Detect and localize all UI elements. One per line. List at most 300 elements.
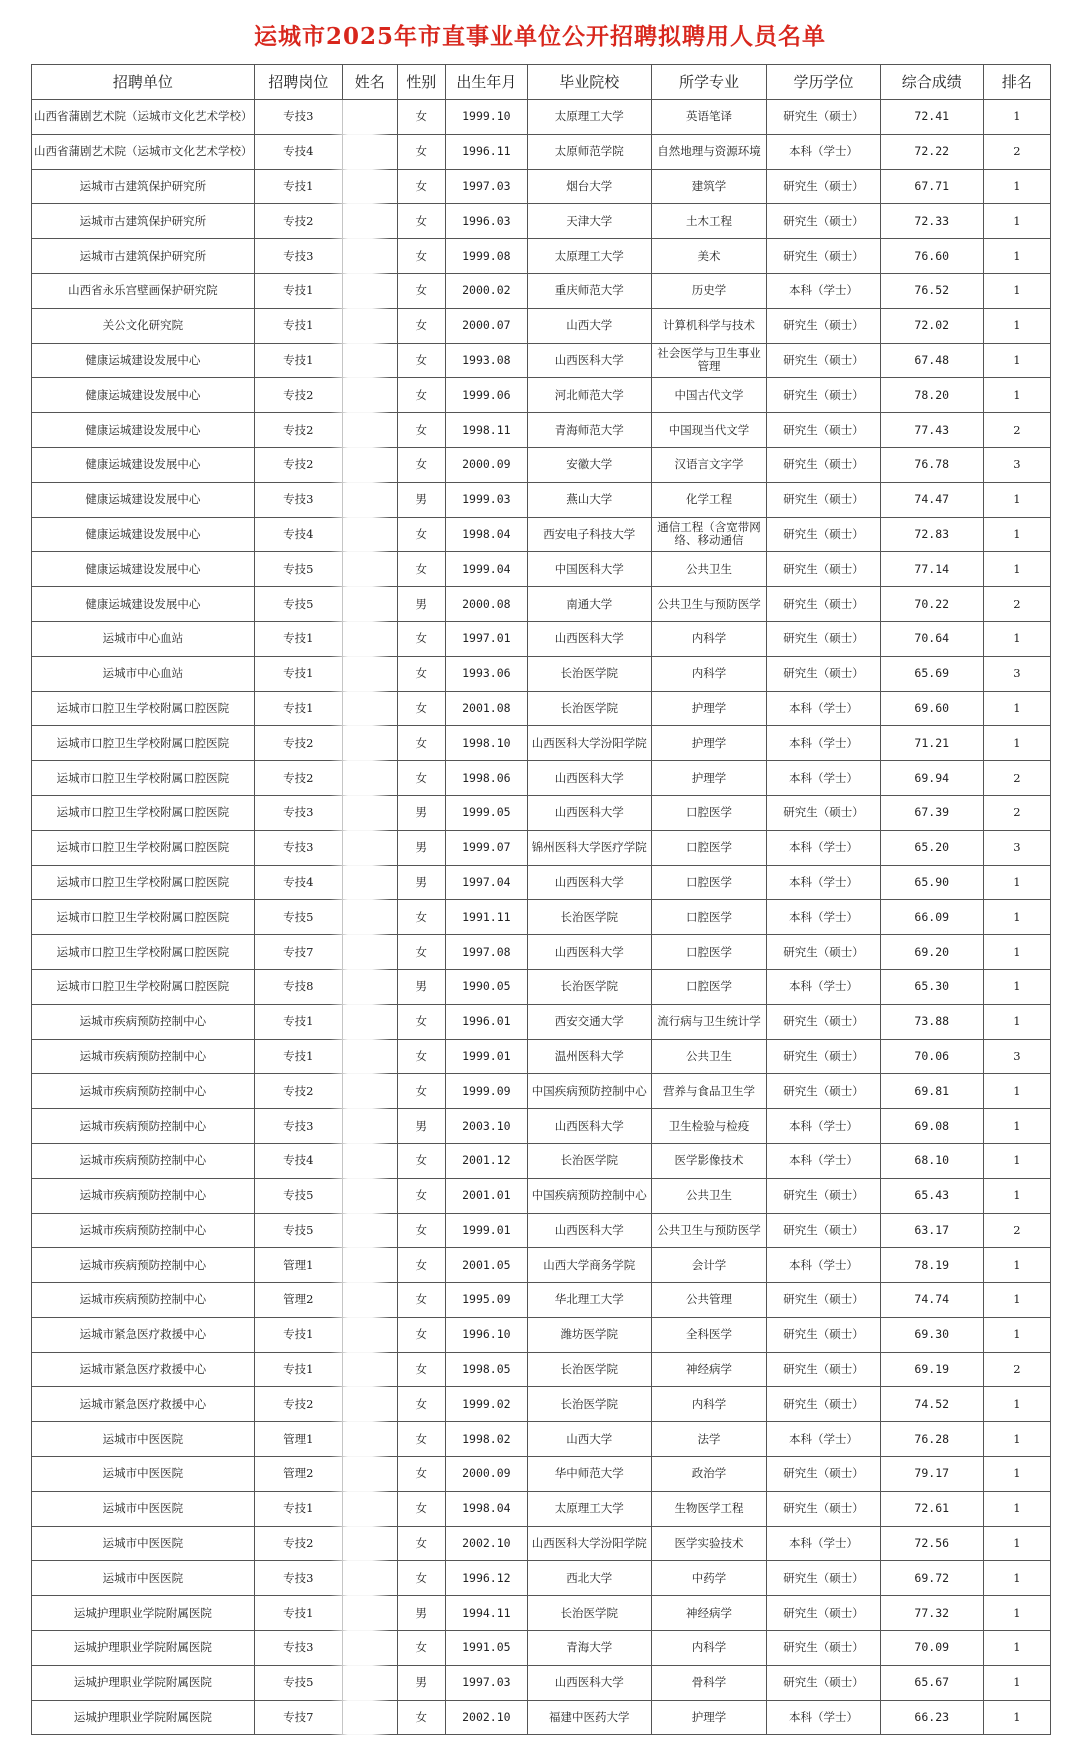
birth-cell: 1998.04	[445, 1491, 527, 1526]
school-cell: 西安电子科技大学	[527, 517, 651, 552]
rank-cell: 1	[983, 1178, 1050, 1213]
position-cell: 专技1	[254, 1491, 342, 1526]
birth-cell: 1996.11	[445, 134, 527, 169]
position-cell: 专技5	[254, 1178, 342, 1213]
gender-cell: 男	[397, 482, 445, 517]
unit-cell: 运城市口腔卫生学校附属口腔医院	[32, 900, 255, 935]
gender-cell: 男	[397, 1109, 445, 1144]
major-cell: 口腔医学	[651, 865, 767, 900]
unit-cell: 运城市古建筑保护研究所	[32, 204, 255, 239]
major-cell: 护理学	[651, 761, 767, 796]
gender-cell: 女	[397, 1039, 445, 1074]
degree-cell: 本科（学士）	[767, 273, 880, 308]
school-cell: 太原理工大学	[527, 1491, 651, 1526]
rank-cell: 2	[983, 587, 1050, 622]
gender-cell: 女	[397, 169, 445, 204]
major-cell: 神经病学	[651, 1596, 767, 1631]
gender-cell: 女	[397, 378, 445, 413]
header-position: 招聘岗位	[254, 65, 342, 100]
gender-cell: 女	[397, 1422, 445, 1457]
degree-cell: 本科（学士）	[767, 1109, 880, 1144]
degree-cell: 本科（学士）	[767, 134, 880, 169]
table-row	[32, 1665, 1051, 1700]
score-cell: 66.09	[880, 900, 983, 935]
rank-cell: 1	[983, 935, 1050, 970]
unit-cell: 山西省永乐宫壁画保护研究院	[32, 273, 255, 308]
unit-cell: 运城市中心血站	[32, 656, 255, 691]
major-cell: 口腔医学	[651, 830, 767, 865]
unit-cell: 运城市疾病预防控制中心	[32, 1109, 255, 1144]
position-cell: 专技1	[254, 308, 342, 343]
major-cell: 护理学	[651, 726, 767, 761]
table-row	[32, 100, 1051, 135]
school-cell: 山西医科大学	[527, 865, 651, 900]
header-major: 所学专业	[651, 65, 767, 100]
gender-cell: 女	[397, 1213, 445, 1248]
birth-cell: 2000.08	[445, 587, 527, 622]
position-cell: 管理1	[254, 1248, 342, 1283]
score-cell: 65.69	[880, 656, 983, 691]
rank-cell: 2	[983, 134, 1050, 169]
school-cell: 山西大学	[527, 1422, 651, 1457]
gender-cell: 女	[397, 308, 445, 343]
position-cell: 专技3	[254, 482, 342, 517]
position-cell: 专技2	[254, 413, 342, 448]
birth-cell: 1997.04	[445, 865, 527, 900]
position-cell: 专技4	[254, 517, 342, 552]
degree-cell: 研究生（硕士）	[767, 795, 880, 830]
major-cell: 医学影像技术	[651, 1143, 767, 1178]
score-cell: 69.60	[880, 691, 983, 726]
birth-cell: 1995.09	[445, 1283, 527, 1318]
rank-cell: 2	[983, 761, 1050, 796]
gender-cell: 女	[397, 1143, 445, 1178]
score-cell: 78.20	[880, 378, 983, 413]
major-cell: 社会医学与卫生事业管理	[651, 343, 767, 378]
degree-cell: 研究生（硕士）	[767, 413, 880, 448]
birth-cell: 2001.12	[445, 1143, 527, 1178]
table-row	[32, 1109, 1051, 1144]
birth-cell: 1993.08	[445, 343, 527, 378]
major-cell: 医学实验技术	[651, 1526, 767, 1561]
school-cell: 燕山大学	[527, 482, 651, 517]
major-cell: 会计学	[651, 1248, 767, 1283]
major-cell: 公共卫生与预防医学	[651, 1213, 767, 1248]
table-row	[32, 552, 1051, 587]
school-cell: 温州医科大学	[527, 1039, 651, 1074]
rank-cell: 1	[983, 1074, 1050, 1109]
birth-cell: 2001.05	[445, 1248, 527, 1283]
rank-cell: 1	[983, 1457, 1050, 1492]
score-cell: 70.22	[880, 587, 983, 622]
school-cell: 福建中医药大学	[527, 1700, 651, 1735]
unit-cell: 运城市疾病预防控制中心	[32, 1283, 255, 1318]
score-cell: 78.19	[880, 1248, 983, 1283]
school-cell: 青海大学	[527, 1631, 651, 1666]
position-cell: 专技4	[254, 1143, 342, 1178]
position-cell: 专技1	[254, 656, 342, 691]
position-cell: 专技1	[254, 1352, 342, 1387]
major-cell: 政治学	[651, 1457, 767, 1492]
major-cell: 通信工程（含宽带网络、移动通信	[651, 517, 767, 552]
birth-cell: 1999.10	[445, 100, 527, 135]
major-cell: 公共卫生	[651, 1178, 767, 1213]
school-cell: 太原师范学院	[527, 134, 651, 169]
school-cell: 华北理工大学	[527, 1283, 651, 1318]
degree-cell: 本科（学士）	[767, 691, 880, 726]
header-name: 姓名	[342, 65, 397, 100]
position-cell: 专技2	[254, 1526, 342, 1561]
score-cell: 77.14	[880, 552, 983, 587]
table-row	[32, 969, 1051, 1004]
major-cell: 公共卫生	[651, 1039, 767, 1074]
table-row	[32, 587, 1051, 622]
unit-cell: 运城市中医医院	[32, 1491, 255, 1526]
major-cell: 计算机科学与技术	[651, 308, 767, 343]
rank-cell: 1	[983, 552, 1050, 587]
school-cell: 山西医科大学	[527, 343, 651, 378]
degree-cell: 研究生（硕士）	[767, 587, 880, 622]
gender-cell: 女	[397, 900, 445, 935]
school-cell: 山西医科大学	[527, 795, 651, 830]
unit-cell: 运城市疾病预防控制中心	[32, 1178, 255, 1213]
score-cell: 74.52	[880, 1387, 983, 1422]
rank-cell: 1	[983, 1665, 1050, 1700]
unit-cell: 运城市口腔卫生学校附属口腔医院	[32, 865, 255, 900]
header-birth: 出生年月	[445, 65, 527, 100]
position-cell: 专技4	[254, 865, 342, 900]
table-row	[32, 134, 1051, 169]
school-cell: 中国疾病预防控制中心	[527, 1178, 651, 1213]
position-cell: 专技3	[254, 1561, 342, 1596]
major-cell: 口腔医学	[651, 900, 767, 935]
school-cell: 西安交通大学	[527, 1004, 651, 1039]
unit-cell: 运城市中医医院	[32, 1526, 255, 1561]
score-cell: 72.83	[880, 517, 983, 552]
degree-cell: 本科（学士）	[767, 1700, 880, 1735]
score-cell: 73.88	[880, 1004, 983, 1039]
score-cell: 77.43	[880, 413, 983, 448]
major-cell: 中国古代文学	[651, 378, 767, 413]
score-cell: 68.10	[880, 1143, 983, 1178]
gender-cell: 女	[397, 761, 445, 796]
table-row	[32, 726, 1051, 761]
score-cell: 69.81	[880, 1074, 983, 1109]
school-cell: 山西医科大学汾阳学院	[527, 1526, 651, 1561]
rank-cell: 1	[983, 691, 1050, 726]
major-cell: 建筑学	[651, 169, 767, 204]
birth-cell: 2000.09	[445, 1457, 527, 1492]
rank-cell: 1	[983, 204, 1050, 239]
unit-cell: 运城市疾病预防控制中心	[32, 1004, 255, 1039]
degree-cell: 研究生（硕士）	[767, 1074, 880, 1109]
header-school: 毕业院校	[527, 65, 651, 100]
rank-cell: 1	[983, 343, 1050, 378]
degree-cell: 研究生（硕士）	[767, 656, 880, 691]
gender-cell: 男	[397, 969, 445, 1004]
table-row	[32, 935, 1051, 970]
degree-cell: 研究生（硕士）	[767, 552, 880, 587]
unit-cell: 运城市中心血站	[32, 621, 255, 656]
gender-cell: 女	[397, 1631, 445, 1666]
school-cell: 长治医学院	[527, 656, 651, 691]
rank-cell: 1	[983, 1491, 1050, 1526]
rank-cell: 3	[983, 447, 1050, 482]
major-cell: 自然地理与资源环境	[651, 134, 767, 169]
birth-cell: 2000.09	[445, 447, 527, 482]
degree-cell: 研究生（硕士）	[767, 100, 880, 135]
rank-cell: 1	[983, 1561, 1050, 1596]
unit-cell: 运城护理职业学院附属医院	[32, 1665, 255, 1700]
score-cell: 63.17	[880, 1213, 983, 1248]
gender-cell: 女	[397, 1457, 445, 1492]
position-cell: 专技8	[254, 969, 342, 1004]
rank-cell: 1	[983, 1143, 1050, 1178]
birth-cell: 2002.10	[445, 1700, 527, 1735]
document-title: 运城市2025年市直事业单位公开招聘拟聘用人员名单	[253, 23, 826, 50]
rank-cell: 1	[983, 969, 1050, 1004]
degree-cell: 研究生（硕士）	[767, 1039, 880, 1074]
birth-cell: 1991.05	[445, 1631, 527, 1666]
table-row	[32, 1074, 1051, 1109]
table-row	[32, 656, 1051, 691]
degree-cell: 研究生（硕士）	[767, 1631, 880, 1666]
position-cell: 专技1	[254, 1004, 342, 1039]
unit-cell: 运城护理职业学院附属医院	[32, 1700, 255, 1735]
table-row	[32, 1457, 1051, 1492]
unit-cell: 健康运城建设发展中心	[32, 413, 255, 448]
birth-cell: 1997.01	[445, 621, 527, 656]
gender-cell: 女	[397, 343, 445, 378]
gender-cell: 女	[397, 1352, 445, 1387]
score-cell: 72.02	[880, 308, 983, 343]
gender-cell: 女	[397, 935, 445, 970]
school-cell: 山西医科大学汾阳学院	[527, 726, 651, 761]
birth-cell: 1999.06	[445, 378, 527, 413]
unit-cell: 运城市古建筑保护研究所	[32, 239, 255, 274]
school-cell: 南通大学	[527, 587, 651, 622]
table-row	[32, 378, 1051, 413]
gender-cell: 女	[397, 239, 445, 274]
birth-cell: 1999.01	[445, 1039, 527, 1074]
table-row	[32, 900, 1051, 935]
gender-cell: 女	[397, 204, 445, 239]
gender-cell: 男	[397, 795, 445, 830]
unit-cell: 关公文化研究院	[32, 308, 255, 343]
major-cell: 历史学	[651, 273, 767, 308]
degree-cell: 研究生（硕士）	[767, 1596, 880, 1631]
gender-cell: 男	[397, 1665, 445, 1700]
position-cell: 专技2	[254, 726, 342, 761]
table-row	[32, 1317, 1051, 1352]
rank-cell: 3	[983, 830, 1050, 865]
rank-cell: 1	[983, 273, 1050, 308]
position-cell: 专技2	[254, 761, 342, 796]
major-cell: 护理学	[651, 1700, 767, 1735]
gender-cell: 男	[397, 865, 445, 900]
degree-cell: 本科（学士）	[767, 1526, 880, 1561]
degree-cell: 研究生（硕士）	[767, 169, 880, 204]
score-cell: 69.72	[880, 1561, 983, 1596]
rank-cell: 1	[983, 865, 1050, 900]
position-cell: 管理2	[254, 1457, 342, 1492]
rank-cell: 2	[983, 795, 1050, 830]
unit-cell: 运城市口腔卫生学校附属口腔医院	[32, 761, 255, 796]
hiring-roster-table	[31, 64, 1051, 1735]
degree-cell: 本科（学士）	[767, 865, 880, 900]
rank-cell: 1	[983, 1317, 1050, 1352]
school-cell: 山西医科大学	[527, 761, 651, 796]
birth-cell: 2001.08	[445, 691, 527, 726]
school-cell: 太原理工大学	[527, 100, 651, 135]
unit-cell: 运城市口腔卫生学校附属口腔医院	[32, 691, 255, 726]
rank-cell: 1	[983, 378, 1050, 413]
gender-cell: 女	[397, 1491, 445, 1526]
position-cell: 专技5	[254, 587, 342, 622]
name-redaction-blur	[330, 100, 390, 1745]
birth-cell: 1997.03	[445, 169, 527, 204]
table-row	[32, 1004, 1051, 1039]
school-cell: 太原理工大学	[527, 239, 651, 274]
position-cell: 专技5	[254, 1213, 342, 1248]
table-row	[32, 1213, 1051, 1248]
table-row	[32, 1039, 1051, 1074]
degree-cell: 研究生（硕士）	[767, 1004, 880, 1039]
position-cell: 专技1	[254, 1317, 342, 1352]
position-cell: 专技2	[254, 1074, 342, 1109]
major-cell: 卫生检验与检疫	[651, 1109, 767, 1144]
unit-cell: 运城市疾病预防控制中心	[32, 1248, 255, 1283]
unit-cell: 健康运城建设发展中心	[32, 447, 255, 482]
position-cell: 专技3	[254, 830, 342, 865]
score-cell: 67.71	[880, 169, 983, 204]
degree-cell: 研究生（硕士）	[767, 1491, 880, 1526]
major-cell: 内科学	[651, 1631, 767, 1666]
gender-cell: 女	[397, 1074, 445, 1109]
birth-cell: 1999.01	[445, 1213, 527, 1248]
score-cell: 76.60	[880, 239, 983, 274]
score-cell: 65.20	[880, 830, 983, 865]
table-row	[32, 413, 1051, 448]
school-cell: 长治医学院	[527, 1596, 651, 1631]
table-row	[32, 482, 1051, 517]
table-row	[32, 1422, 1051, 1457]
position-cell: 专技5	[254, 1665, 342, 1700]
unit-cell: 山西省蒲剧艺术院（运城市文化艺术学校）	[32, 134, 255, 169]
score-cell: 72.41	[880, 100, 983, 135]
major-cell: 内科学	[651, 1387, 767, 1422]
unit-cell: 运城护理职业学院附属医院	[32, 1596, 255, 1631]
gender-cell: 女	[397, 447, 445, 482]
table-row	[32, 1700, 1051, 1735]
unit-cell: 运城市紧急医疗救援中心	[32, 1387, 255, 1422]
major-cell: 公共卫生与预防医学	[651, 587, 767, 622]
table-row	[32, 1631, 1051, 1666]
birth-cell: 1999.08	[445, 239, 527, 274]
school-cell: 中国医科大学	[527, 552, 651, 587]
gender-cell: 女	[397, 1561, 445, 1596]
school-cell: 长治医学院	[527, 691, 651, 726]
unit-cell: 健康运城建设发展中心	[32, 517, 255, 552]
degree-cell: 研究生（硕士）	[767, 1387, 880, 1422]
rank-cell: 1	[983, 1004, 1050, 1039]
degree-cell: 本科（学士）	[767, 1143, 880, 1178]
birth-cell: 2000.07	[445, 308, 527, 343]
unit-cell: 运城市疾病预防控制中心	[32, 1074, 255, 1109]
score-cell: 72.56	[880, 1526, 983, 1561]
unit-cell: 健康运城建设发展中心	[32, 482, 255, 517]
birth-cell: 1998.05	[445, 1352, 527, 1387]
unit-cell: 运城市疾病预防控制中心	[32, 1143, 255, 1178]
rank-cell: 2	[983, 413, 1050, 448]
rank-cell: 1	[983, 1387, 1050, 1422]
major-cell: 内科学	[651, 621, 767, 656]
birth-cell: 1994.11	[445, 1596, 527, 1631]
position-cell: 专技3	[254, 1631, 342, 1666]
degree-cell: 本科（学士）	[767, 1248, 880, 1283]
school-cell: 天津大学	[527, 204, 651, 239]
header-gender: 性别	[397, 65, 445, 100]
gender-cell: 女	[397, 100, 445, 135]
table-row	[32, 1283, 1051, 1318]
birth-cell: 1996.10	[445, 1317, 527, 1352]
school-cell: 山西医科大学	[527, 935, 651, 970]
gender-cell: 女	[397, 1700, 445, 1735]
position-cell: 专技1	[254, 1039, 342, 1074]
unit-cell: 运城市中医医院	[32, 1457, 255, 1492]
rank-cell: 1	[983, 169, 1050, 204]
table-row	[32, 517, 1051, 552]
birth-cell: 1998.04	[445, 517, 527, 552]
score-cell: 69.08	[880, 1109, 983, 1144]
position-cell: 专技7	[254, 1700, 342, 1735]
school-cell: 青海师范大学	[527, 413, 651, 448]
school-cell: 锦州医科大学医疗学院	[527, 830, 651, 865]
major-cell: 口腔医学	[651, 969, 767, 1004]
gender-cell: 女	[397, 134, 445, 169]
table-row	[32, 1596, 1051, 1631]
birth-cell: 1996.12	[445, 1561, 527, 1596]
unit-cell: 运城护理职业学院附属医院	[32, 1631, 255, 1666]
major-cell: 流行病与卫生统计学	[651, 1004, 767, 1039]
rank-cell: 1	[983, 1526, 1050, 1561]
rank-cell: 1	[983, 900, 1050, 935]
rank-cell: 1	[983, 100, 1050, 135]
major-cell: 口腔医学	[651, 795, 767, 830]
position-cell: 专技5	[254, 900, 342, 935]
unit-cell: 运城市口腔卫生学校附属口腔医院	[32, 830, 255, 865]
table-row	[32, 1143, 1051, 1178]
major-cell: 营养与食品卫生学	[651, 1074, 767, 1109]
gender-cell: 女	[397, 691, 445, 726]
degree-cell: 研究生（硕士）	[767, 308, 880, 343]
rank-cell: 1	[983, 1700, 1050, 1735]
score-cell: 65.90	[880, 865, 983, 900]
position-cell: 专技3	[254, 795, 342, 830]
school-cell: 烟台大学	[527, 169, 651, 204]
major-cell: 化学工程	[651, 482, 767, 517]
table-row	[32, 169, 1051, 204]
table-row	[32, 1561, 1051, 1596]
rank-cell: 1	[983, 621, 1050, 656]
table-header-row	[32, 65, 1051, 100]
rank-cell: 1	[983, 1109, 1050, 1144]
major-cell: 公共卫生	[651, 552, 767, 587]
birth-cell: 1997.03	[445, 1665, 527, 1700]
unit-cell: 健康运城建设发展中心	[32, 378, 255, 413]
unit-cell: 健康运城建设发展中心	[32, 343, 255, 378]
birth-cell: 1998.06	[445, 761, 527, 796]
